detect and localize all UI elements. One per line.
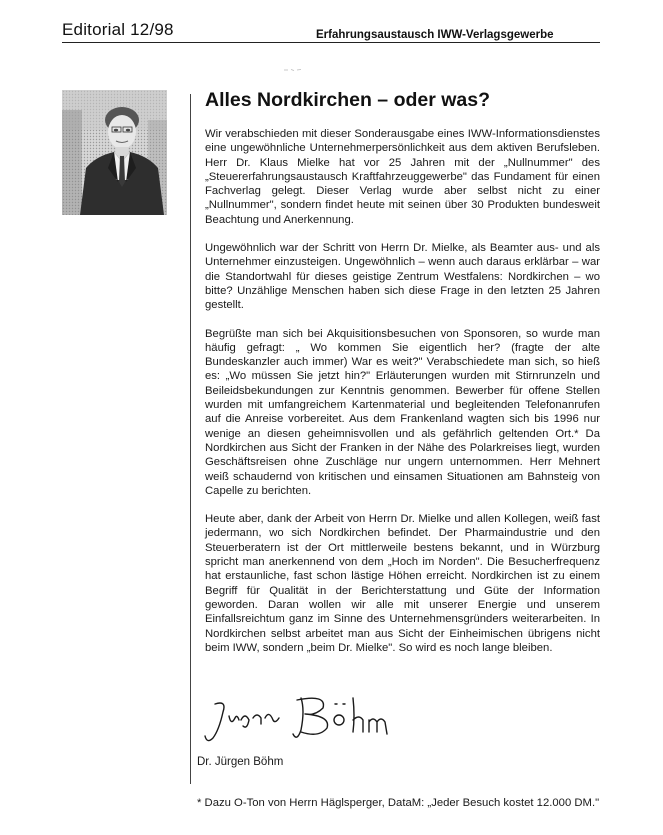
header-publication: Erfahrungsaustausch IWW-Verlagsgewerbe bbox=[316, 29, 554, 41]
article-paragraph: Begrüßte man sich bei Akquisitionsbesuchen von Sponsoren, so wurde man häufig gefragt: „ Wo kommen Sie eigentlich her? (fragte der alte Bundeskanzler auch immer) War es weit?" Verabschiedete man sich, so hieß es: „Wo müssen Sie jetzt hin?" Erläuterungen wurden mit Stirnrunzeln und Beileidsbekundungen zur Kenntnis genommen. Bewerber für offene Stellen wurden mit umfangreichem Kartenmaterial und begleitenden Telefonanrufen auf die Anreise vorbereitet. Aus dem Frankenland wagten sich bis 1996 nur wenige an diesen geheimnisvollen und als gefährlich geltenden Ort.* Da Nordkirchen aus Sicht der Franken in der Nähe des Polarkreises liegt, wurden Geschäftsreisen ohne Zuschläge nur ungern unternommen. Herr Mehnert weiß schaudernd von kritischen und einsamen Situationen am Bahnsteig von Capelle zu berichten. bbox=[205, 327, 600, 497]
handwritten-signature bbox=[197, 690, 427, 750]
scan-speck bbox=[284, 68, 302, 72]
article-paragraph: Heute aber, dank der Arbeit von Herrn Dr. Mielke und allen Kollegen, weiß fast jedermann, wo sich Nordkirchen befindet. Der Pharmaindustrie und den Steuerberatern ist der Ort mittlerweile bestens bekannt, und in Würzburg spricht man anerkennend von dem „Hoch im Norden". Die Besucherfrequenz hat erstaunliche, fast schon lästige Höhen erreicht. Nordkirchen ist zu einem Begriff für Qualität in der Berichterstattung und Güte der Information geworden. Daran wollen wir alle mit unserer Energie und unserem Einfallsreichtum ganz im Sinne des Unternehmensgründers weiterarbeiten. In Nordkirchen selbst arbeitet man aus Sicht der Einheimischen übrigens nicht beim IWW, sondern „beim Dr. Mielke". So wird es noch lange bleiben. bbox=[205, 513, 600, 654]
signer-name: Dr. Jürgen Böhm bbox=[197, 756, 284, 768]
article-paragraph: Wir verabschieden mit dieser Sonderausgabe eines IWW-Informationsdienstes eine ungewöhnliche Unternehmerpersönlichkeit aus dem aktiven Berufsleben. Herr Dr. Klaus Mielke hat vor 25 Jahren mit der „Nullnummer" des „Steuererfahrungsaustausch Kraftfahrzeuggewerbe" das Fundament für einen Fachverlag gelegt. Dieser Verlag wurde aber selbst nicht zu einer „Nullnummer", sondern findet heute mit seinen über 30 Produkten bundesweit Beachtung und Anerkennung. bbox=[205, 128, 600, 226]
article-paragraph: Ungewöhnlich war der Schritt von Herrn Dr. Mielke, als Beamter aus- und als Unternehmer einzusteigen. Ungewöhnlich – wenn auch daraus erklärbar – war die Standortwahl für dieses geistige Zentrum Westfalens: Nordkirchen – wo bitte? Unzählige Menschen haben sich diese Frage in den letzten 25 Jahren gestellt. bbox=[205, 242, 600, 312]
column-separator bbox=[190, 94, 191, 784]
header-rule bbox=[62, 42, 600, 43]
author-portrait bbox=[62, 90, 167, 215]
article-title: Alles Nordkirchen – oder was? bbox=[205, 89, 491, 111]
article-body bbox=[205, 127, 600, 669]
footnote: * Dazu O-Ton von Herrn Häglsperger, DataM: „Jeder Besuch kostet 12.000 DM." bbox=[197, 797, 600, 809]
header-issue: Editorial 12/98 bbox=[62, 20, 174, 39]
